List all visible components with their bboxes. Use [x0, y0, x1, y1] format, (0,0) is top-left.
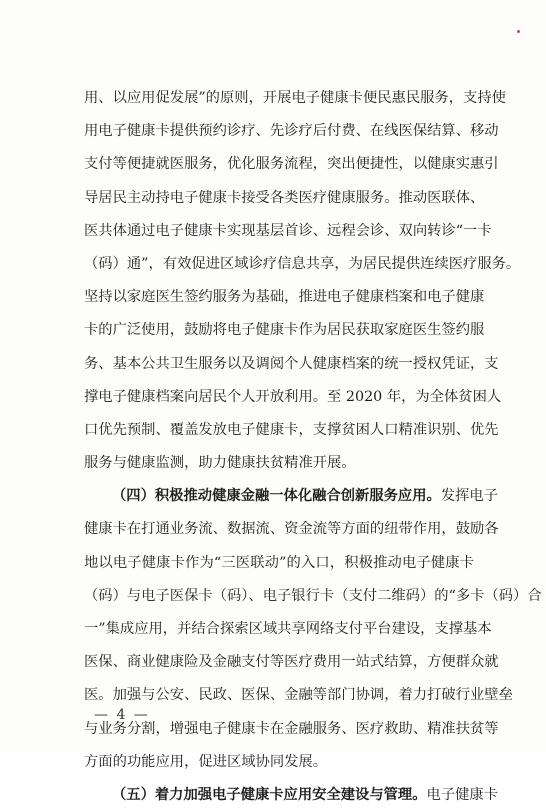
paragraph-line: 健康卡在打通业务流、数据流、资金流等方面的纽带作用，鼓励各: [84, 521, 499, 538]
paragraph-line: 用电子健康卡提供预约诊疗、先诊疗后付费、在线医保结算、移动: [84, 123, 499, 140]
paragraph-line: 卡的广泛使用，鼓励将电子健康卡作为居民获取家庭医生签约服: [84, 322, 485, 339]
section-4-first-line: [84, 480, 499, 513]
paragraph-line: 医。加强与公安、民政、医保、金融等部门协调，着力打破行业壁垒: [84, 687, 513, 704]
paragraph-line: 坚持以家庭医生签约服务为基础，推进电子健康档案和电子健康: [84, 289, 485, 306]
paragraph-line: 撑电子健康档案向居民个人开放利用。至 2020 年，为全体贫困人: [84, 388, 502, 405]
ink-mark: [517, 30, 520, 33]
paragraph-line: 口优先预制、覆盖发放电子健康卡，支撑贫困人口精准识别、优先: [84, 421, 499, 438]
body-text: [84, 82, 542, 812]
section-5-heading: （五）着力加强电子健康卡应用安全建设与管理。: [112, 786, 427, 803]
section-4-heading: （四）积极推动健康金融一体化融合创新服务应用。: [112, 488, 441, 505]
paragraph-line: （码）与电子医保卡（码）、电子银行卡（支付二维码）的“多卡（码）合: [84, 587, 542, 604]
section-5-first-line: [84, 779, 499, 812]
paragraph-line: 支付等便捷就医服务，优化服务流程，突出便捷性，以健康实惠引: [84, 156, 499, 173]
page-number: — 4 —: [94, 707, 150, 723]
section-4-first-line-text: 发挥电子: [440, 488, 499, 505]
paragraph-line: 用、以应用促发展”的原则，开展电子健康卡便民惠民服务，支持使: [84, 90, 506, 106]
paragraph-line: 地以电子健康卡作为“三医联动”的入口，积极推动电子健康卡: [84, 554, 474, 571]
paragraph-line: 服务与健康监测，助力健康扶贫精准开展。: [84, 455, 356, 472]
paragraph-line: 导居民主动持电子健康卡接受各类医疗健康服务。推动医联体、: [84, 189, 485, 206]
paragraph-line: （码）通”，有效促进区域诊疗信息共享，为居民提供连续医疗服务。: [84, 255, 521, 272]
paragraph-line: 方面的功能应用，促进区域协同发展。: [84, 753, 328, 770]
paragraph-line: 医共体通过电子健康卡实现基层首诊、远程会诊、双向转诊“一卡: [84, 222, 492, 239]
paragraph-line: 医保、商业健康险及金融支付等医疗费用一站式结算，方便群众就: [84, 654, 499, 671]
paragraph-line: 一”集成应用，并结合探索区域共享网络支付平台建设，支撑基本: [84, 621, 492, 637]
section-5-first-line-text: 电子健康卡: [426, 786, 499, 803]
paragraph-line: 务、基本公共卫生服务以及调阅个人健康档案的统一授权凭证，支: [84, 355, 499, 372]
paragraph-line: 与业务分割，增强电子健康卡在金融服务、医疗救助、精准扶贫等: [84, 720, 499, 737]
